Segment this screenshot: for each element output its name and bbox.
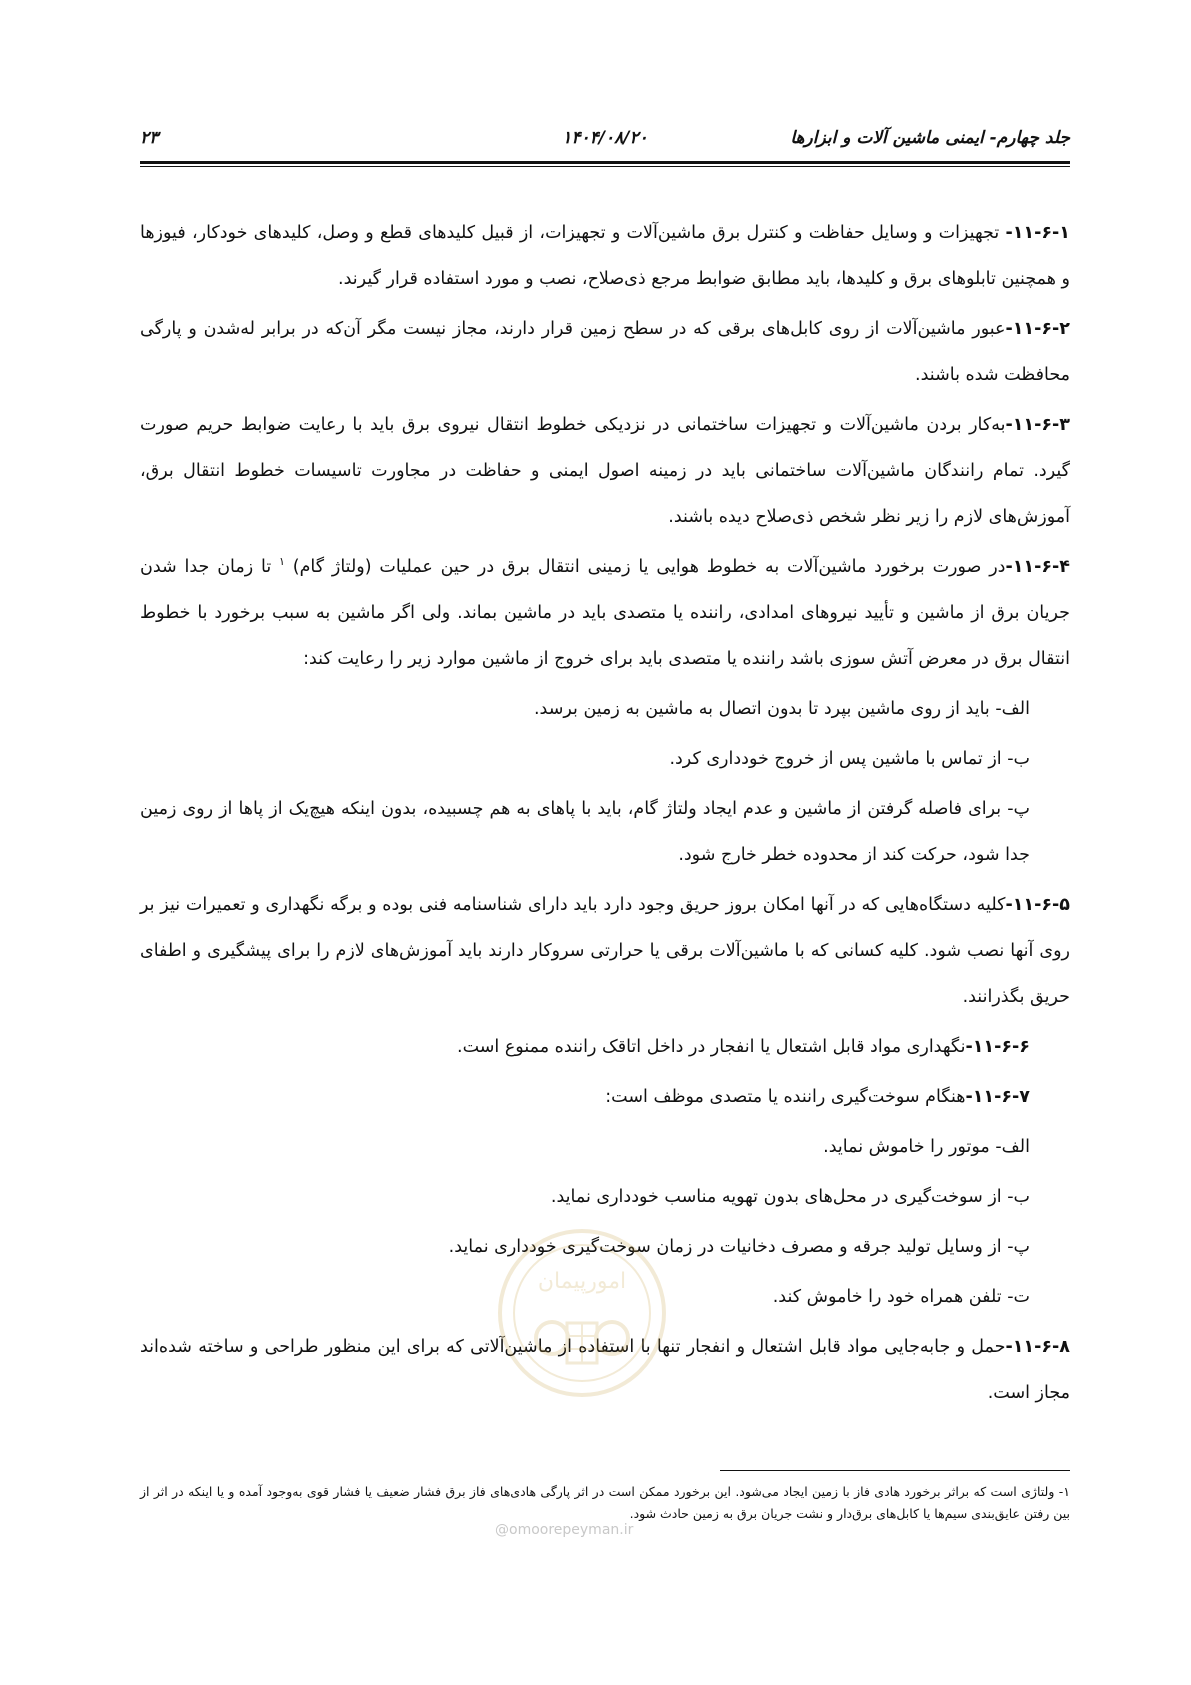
- list-item: ت- تلفن همراه خود را خاموش کند.: [772, 1287, 1030, 1307]
- section-6: [140, 1024, 1070, 1070]
- watermark-seal-icon: [482, 1218, 682, 1448]
- header-title: جلد چهارم- ایمنی ماشین آلات و ابزارها: [790, 128, 1070, 148]
- section-5: [140, 882, 1070, 1020]
- section-number: ۱۱-۶-۸-: [1005, 1337, 1070, 1357]
- section-3: [140, 402, 1070, 540]
- list-item: ب- از تماس با ماشین پس از خروج خودداری کرد.: [669, 749, 1030, 769]
- list-item: پ- برای فاصله گرفتن از ماشین و عدم ایجاد ولتاژ گام، باید با پاهای به هم چسبیده، بدون اینکه هیچ‌یک از پاها از روی زمین جدا شود، حرکت کند از محدوده خطر خارج شود.: [140, 799, 1030, 865]
- footnote-marker[interactable]: ۱: [279, 555, 285, 569]
- watermark-site-text: @omoorepeyman.ir: [495, 1522, 634, 1538]
- page-number: ۲۳: [140, 128, 159, 148]
- section-text: تا زمان جدا شدن جریان برق از ماشین و تأیید نیروهای امدادی، راننده یا متصدی باید در ماشین بماند. ولی اگر ماشین به سبب برخورد با خطوط انتقال برق در معرض آتش سوزی باشد راننده یا متصدی باید برای خروج از ماشین موارد زیر را رعایت کند:: [140, 557, 1070, 669]
- section-number: ۱۱-۶-۴-: [1005, 557, 1070, 577]
- footnote-separator: [720, 1470, 1070, 1471]
- section-text: حمل و جابه‌جایی مواد قابل اشتعال و انفجار تنها با استفاده از ماشین‌آلاتی که برای این منظور طراحی و ساخته شده‌اند مجاز است.: [140, 1337, 1070, 1403]
- section-number: ۱۱-۶-۶-: [965, 1037, 1030, 1057]
- section-number: ۱۱-۶-۲-: [1005, 319, 1070, 339]
- section-text: نگهداری مواد قابل اشتعال یا انفجار در داخل اتاقک راننده ممنوع است.: [457, 1037, 966, 1057]
- section-number: ۱۱-۶-۵-: [1005, 895, 1070, 915]
- section-4: [140, 544, 1070, 682]
- section-7: [140, 1074, 1070, 1120]
- header-rule-thin: [140, 166, 1070, 167]
- section-number: ۱۱-۶-۳-: [1005, 415, 1070, 435]
- section-1: [140, 210, 1070, 302]
- list-item: ب- از سوخت‌گیری در محل‌های بدون تهویه مناسب خودداری نماید.: [550, 1187, 1030, 1207]
- section-text: هنگام سوخت‌گیری راننده یا متصدی موظف است:: [605, 1087, 966, 1107]
- header-date: ۱۴۰۴/۰۸/۲۰: [562, 128, 648, 148]
- list-item: پ- از وسایل تولید جرقه و مصرف دخانیات در زمان سوخت‌گیری خودداری نماید.: [448, 1237, 1030, 1257]
- footnote: ۱- ولتاژی است که براثر برخورد هادی فاز با زمین ایجاد می‌شود. این برخورد ممکن است در اثر پارگی هادی‌های فاز برق فشار ضعیف یا فشار قوی به‌وجود آمده و یا اینکه در اثر از بین رفتن عایق‌بندی سیم‌ها یا کابل‌های برق‌دار و نشت جریان برق به زمین حادث شود.: [140, 1484, 1070, 1521]
- section-number: ۱۱-۶-۱-: [1005, 223, 1070, 243]
- page-header: [140, 128, 1070, 158]
- section-text: عبور ماشین‌آلات از روی کابل‌های برقی که در سطح زمین قرار دارند، مجاز نیست مگر آن‌که در برابر له‌شدن و پارگی محافظت شده باشند.: [140, 319, 1070, 385]
- list-item: الف- موتور را خاموش نماید.: [823, 1137, 1030, 1157]
- section-2: [140, 306, 1070, 398]
- header-rule-thick: [140, 161, 1070, 164]
- section-text: کلیه دستگاه‌هایی که در آنها امکان بروز حریق وجود دارد باید دارای شناسنامه فنی بوده و برگه نگهداری و تعمیرات نیز بر روی آنها نصب شود. کلیه کسانی که با ماشین‌آلات برقی یا حرارتی سروکار دارند باید آموزش‌های لازم را برای پیشگیری و اطفای حریق بگذرانند.: [140, 895, 1070, 1007]
- section-text: تجهیزات و وسایل حفاظت و کنترل برق ماشین‌آلات و تجهیزات، از قبیل کلیدهای قطع و وصل، کلیدهای خودکار، فیوزها و همچنین تابلوهای برق و کلیدها، باید مطابق ضوابط مرجع ذی‌صلاح، نصب و مورد استفاده قرار گیرند.: [140, 223, 1070, 289]
- section-text: به‌کار بردن ماشین‌آلات و تجهیزات ساختمانی در نزدیکی خطوط انتقال نیروی برق باید با رعایت ضوابط حریم صورت گیرد. تمام رانندگان ماشین‌آلات ساختمانی باید در زمینه اصول ایمنی و حفاظت در مجاورت تاسیسات خطوط انتقال برق، آموزش‌های لازم را زیر نظر شخص ذی‌صلاح دیده باشند.: [140, 415, 1070, 527]
- watermark-seal-text: امورپیمان: [537, 1269, 627, 1294]
- section-text: در صورت برخورد ماشین‌آلات به خطوط هوایی یا زمینی انتقال برق در حین عملیات (ولتاژ گام): [284, 557, 1006, 577]
- list-item: الف- باید از روی ماشین بپرد تا بدون اتصال به ماشین به زمین برسد.: [533, 699, 1030, 719]
- section-number: ۱۱-۶-۷-: [965, 1087, 1030, 1107]
